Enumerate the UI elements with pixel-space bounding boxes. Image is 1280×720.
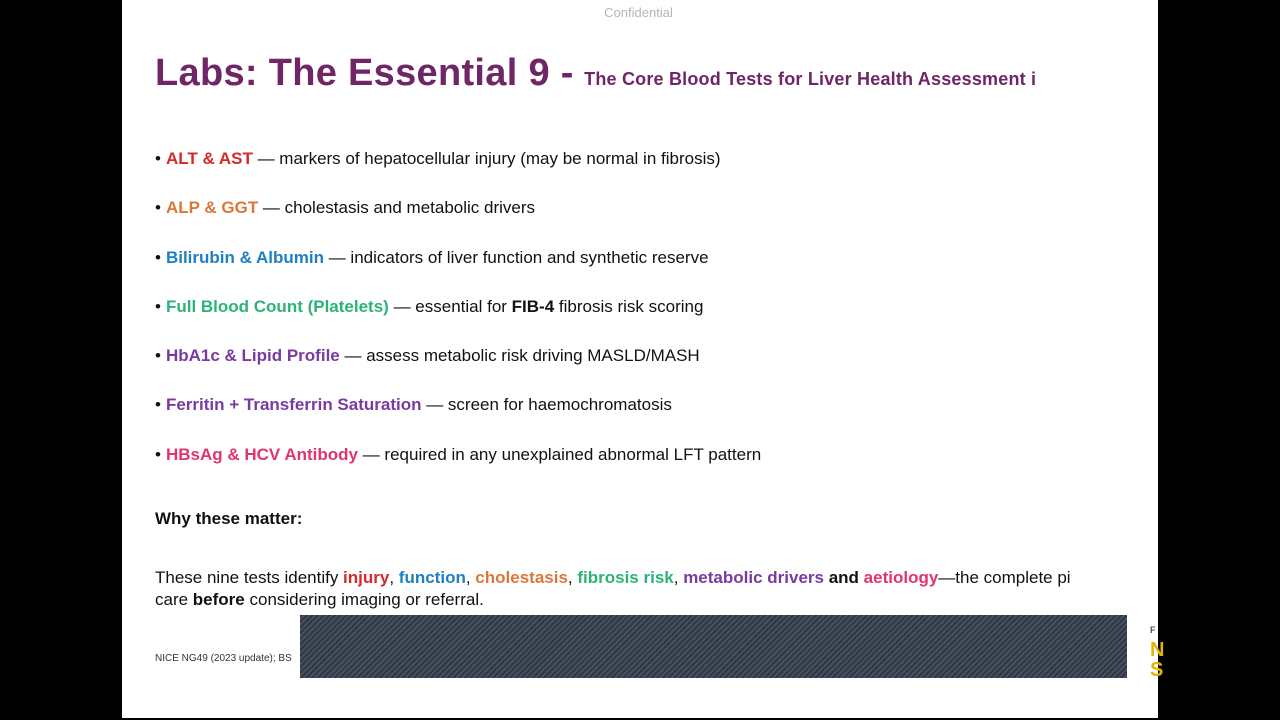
title-subtitle: The Core Blood Tests for Liver Health Assessment i (584, 69, 1037, 89)
test-description: — indicators of liver function and synthetic reserve (323, 247, 709, 267)
summary-fibrosis: fibrosis risk (577, 568, 674, 587)
logo-fragment (1150, 624, 1165, 694)
title-main: Labs: The Essential 9 - (155, 52, 574, 94)
test-description: — cholestasis and metabolic drivers (258, 198, 536, 218)
summary-line2-b: considering imaging or referral. (244, 590, 484, 609)
bullet-dot: • (155, 247, 161, 267)
logo-top: F (1150, 625, 1156, 635)
test-name: ALT & AST (165, 149, 253, 168)
list-item (155, 395, 761, 444)
test-name: HbA1c & Lipid Profile (165, 346, 340, 366)
list-item (155, 445, 761, 494)
summary-text: These nine tests identify injury, function, cholestasis, fibrosis risk, metabolic drivers and aetiology—the complete pi care before considering imaging or referral. (155, 568, 1071, 609)
bullet-dot: • (155, 149, 161, 168)
confidential-label: Confidential (604, 5, 673, 20)
test-list (155, 149, 761, 494)
slide (122, 0, 1165, 718)
bullet-dot: • (155, 395, 161, 415)
summary-tail: —the complete pi (938, 568, 1071, 587)
summary-before: before (192, 590, 245, 609)
test-name: Full Blood Count (Platelets) (165, 296, 389, 316)
summary-aetiology: aetiology (863, 568, 939, 587)
test-description: — assess metabolic risk driving MASLD/MASH (339, 346, 700, 366)
list-item (155, 346, 761, 395)
test-description: — required in any unexplained abnormal LFT pattern (357, 444, 762, 464)
test-name: Bilirubin & Albumin (165, 247, 324, 267)
summary-function: function (398, 568, 466, 587)
redaction-bar (300, 615, 1127, 678)
list-item (155, 297, 761, 346)
fib4-term: FIB-4 (511, 296, 555, 316)
logo-bottom: S (1150, 659, 1164, 681)
test-description: — markers of hepatocellular injury (may be normal in fibrosis) (252, 149, 721, 168)
summary-cholestasis: cholestasis (475, 568, 568, 587)
list-item (155, 149, 761, 198)
test-description: — screen for haemochromatosis (421, 395, 672, 415)
test-description: — essential for (388, 296, 512, 316)
test-name: HBsAg & HCV Antibody (165, 444, 358, 464)
summary-intro: These nine tests identify (155, 568, 344, 587)
why-heading: Why these matter: (155, 509, 303, 528)
test-name: Ferritin + Transferrin Saturation (165, 395, 422, 415)
test-description-tail: fibrosis risk scoring (554, 296, 704, 316)
bullet-dot: • (155, 198, 161, 218)
logo-mid: N (1150, 639, 1165, 661)
bullet-dot: • (155, 444, 161, 464)
summary-line2-a: care (155, 590, 193, 609)
list-item (155, 248, 761, 297)
test-name: ALP & GGT (165, 198, 259, 218)
bullet-dot: • (155, 296, 161, 316)
reference-footnote: NICE NG49 (2023 update); BS (155, 653, 292, 664)
list-item (155, 198, 761, 247)
summary-injury: injury (343, 568, 390, 587)
bullet-dot: • (155, 346, 161, 366)
summary-metabolic: metabolic drivers (683, 568, 824, 587)
summary-and: and (828, 568, 859, 587)
slide-title (155, 52, 1036, 95)
